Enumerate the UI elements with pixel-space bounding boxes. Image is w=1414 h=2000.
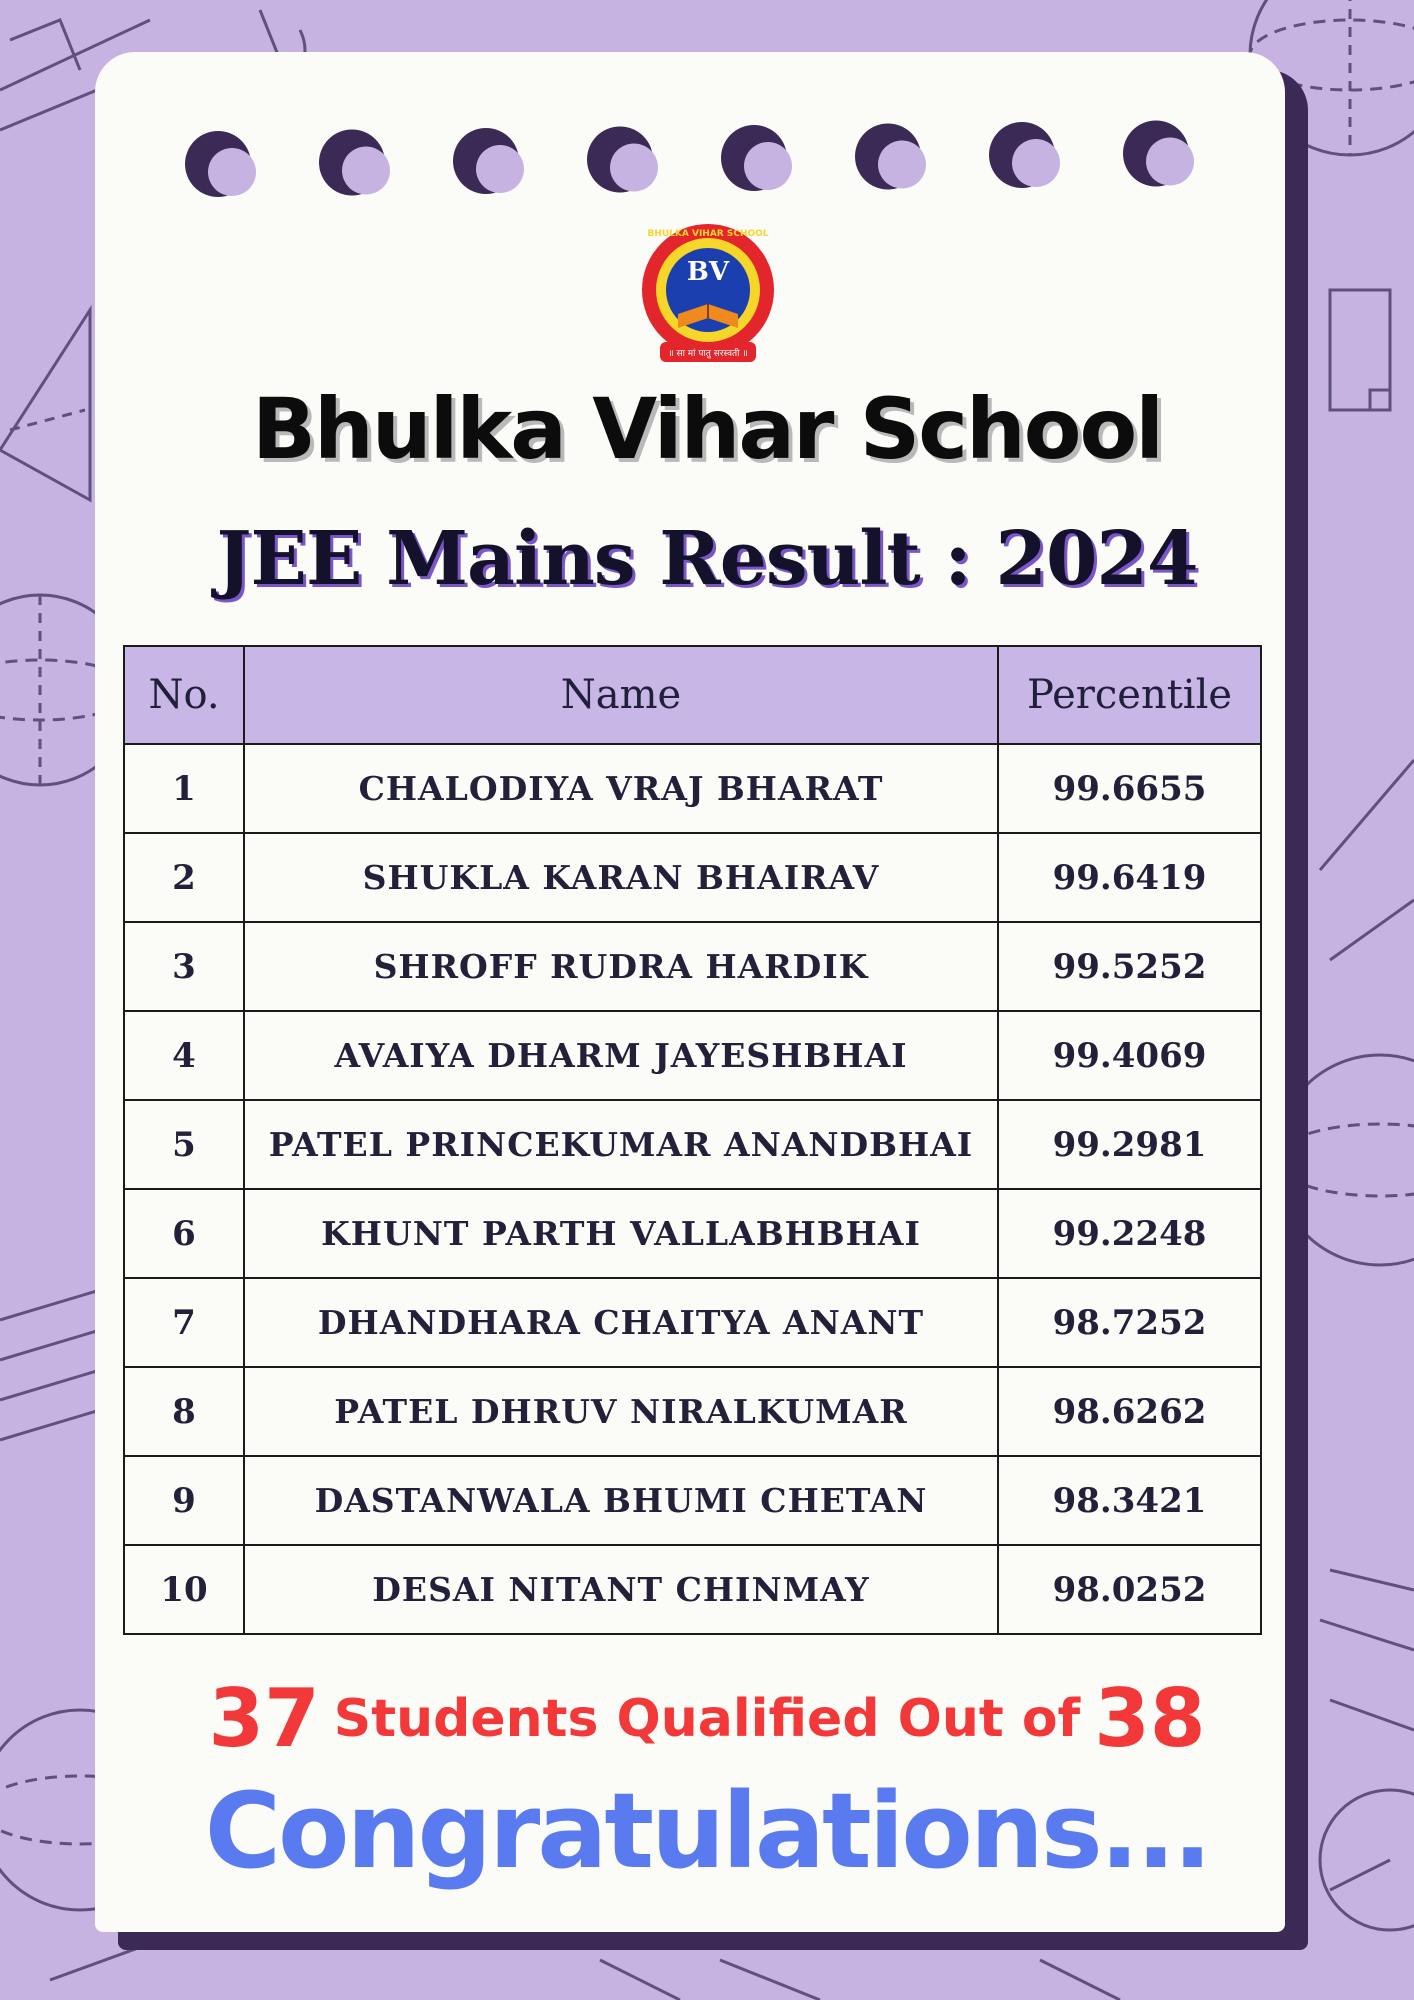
student-percentile: 99.6419	[998, 833, 1261, 922]
binder-hole-inner	[744, 142, 792, 190]
logo-motto: ॥ सा मां पातु सरस्वती ॥	[668, 349, 748, 359]
student-name: CHALODIYA VRAJ BHARAT	[244, 744, 998, 833]
column-header-no: No.	[124, 646, 244, 744]
binder-hole-inner	[208, 148, 256, 196]
table-row	[124, 1278, 1261, 1367]
school-name: Bhulka Vihar School	[252, 380, 1162, 478]
student-name: SHROFF RUDRA HARDIK	[244, 922, 998, 1011]
table-header-row	[124, 646, 1261, 744]
table-row	[124, 1100, 1261, 1189]
qualified-count: 37	[208, 1672, 320, 1765]
row-number: 6	[124, 1189, 244, 1278]
student-percentile: 99.5252	[998, 922, 1261, 1011]
student-percentile: 98.6262	[998, 1367, 1261, 1456]
table-row	[124, 1367, 1261, 1456]
student-name: DASTANWALA BHUMI CHETAN	[244, 1456, 998, 1545]
table-row	[124, 1011, 1261, 1100]
student-name: KHUNT PARTH VALLABHBHAI	[244, 1189, 998, 1278]
binder-hole-inner	[878, 141, 926, 189]
row-number: 2	[124, 833, 244, 922]
row-number: 1	[124, 744, 244, 833]
row-number: 10	[124, 1545, 244, 1634]
results-table	[123, 645, 1262, 1635]
table-row	[124, 1545, 1261, 1634]
column-header-name: Name	[244, 646, 998, 744]
student-percentile: 99.2981	[998, 1100, 1261, 1189]
student-name: PATEL DHRUV NIRALKUMAR	[244, 1367, 998, 1456]
school-logo	[638, 218, 778, 368]
logo-ring-text: BHULKA VIHAR SCHOOL	[647, 229, 769, 239]
student-percentile: 98.0252	[998, 1545, 1261, 1634]
row-number: 7	[124, 1278, 244, 1367]
row-number: 3	[124, 922, 244, 1011]
binder-holes	[0, 120, 1414, 200]
table-row	[124, 922, 1261, 1011]
binder-hole-inner	[1146, 138, 1194, 186]
student-name: AVAIYA DHARM JAYESHBHAI	[244, 1011, 998, 1100]
row-number: 5	[124, 1100, 244, 1189]
table-row	[124, 1456, 1261, 1545]
student-name: SHUKLA KARAN BHAIRAV	[244, 833, 998, 922]
binder-hole-inner	[610, 144, 658, 192]
binder-hole-inner	[476, 145, 524, 193]
table-row	[124, 1189, 1261, 1278]
student-percentile: 98.7252	[998, 1278, 1261, 1367]
row-number: 4	[124, 1011, 244, 1100]
qualified-text: Students Qualified Out of	[333, 1688, 1081, 1749]
exam-title: JEE Mains Result : 2024	[216, 516, 1198, 602]
student-percentile: 98.3421	[998, 1456, 1261, 1545]
student-name: PATEL PRINCEKUMAR ANANDBHAI	[244, 1100, 998, 1189]
binder-hole-inner	[1012, 139, 1060, 187]
student-name: DHANDHARA CHAITYA ANANT	[244, 1278, 998, 1367]
row-number: 9	[124, 1456, 244, 1545]
congratulations-text: Congratulations...	[204, 1770, 1210, 1892]
student-percentile: 99.4069	[998, 1011, 1261, 1100]
column-header-percentile: Percentile	[998, 646, 1261, 744]
table-row	[124, 833, 1261, 922]
table-row	[124, 744, 1261, 833]
total-count: 38	[1094, 1672, 1206, 1765]
student-percentile: 99.6655	[998, 744, 1261, 833]
logo-monogram: BV	[686, 257, 730, 287]
student-percentile: 99.2248	[998, 1189, 1261, 1278]
row-number: 8	[124, 1367, 244, 1456]
binder-hole-inner	[342, 147, 390, 195]
qualified-summary	[0, 1672, 1414, 1765]
student-name: DESAI NITANT CHINMAY	[244, 1545, 998, 1634]
